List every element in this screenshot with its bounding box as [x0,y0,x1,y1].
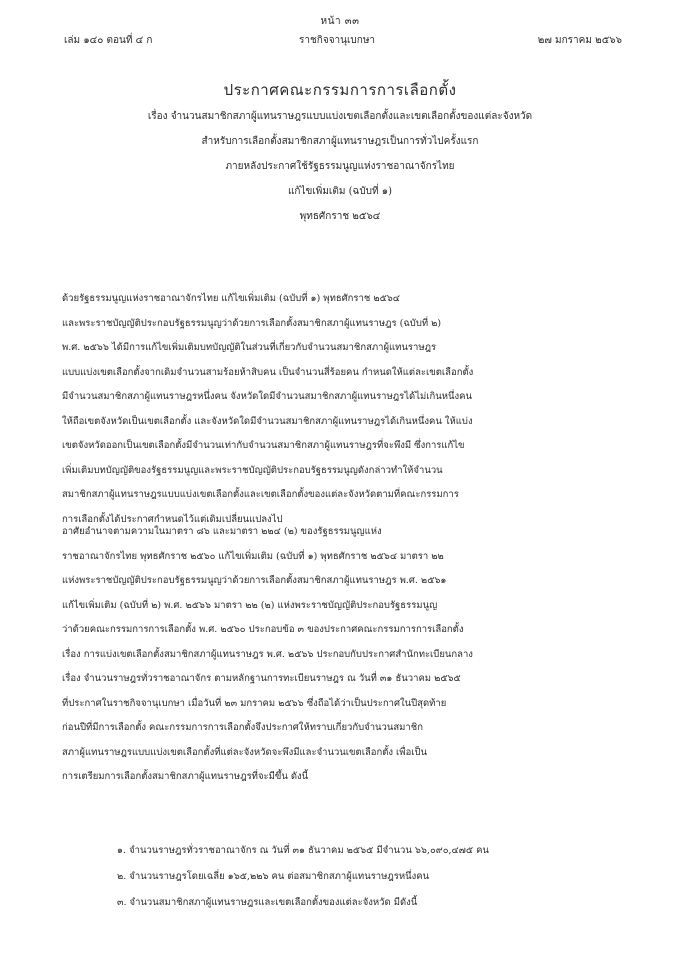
text-line: การเลือกตั้งได้ประกาศกำหนดไว้แต่เดิมเปลี่ยนแปลงไป [62,513,283,525]
subject-line: เรื่อง จำนวนสมาชิกสภาผู้แทนราษฎรแบบแบ่งเขตเลือกตั้งและเขตเลือกตั้งของแต่ละจังหวัด [147,111,533,122]
text-line: แห่งพระราชบัญญัติประกอบรัฐธรรมนูญว่าด้วยการเลือกตั้งสมาชิกสภาผู้แทนราษฎร พ.ศ. ๒๕๖๑ [62,575,447,586]
text-line: การเตรียมการเลือกตั้งสมาชิกสภาผู้แทนราษฎรที่จะมีขึ้น ดังนี้ [62,771,309,782]
text-line: พ.ศ. ๒๕๖๖ ได้มีการแก้ไขเพิ่มเติมบทบัญญัติในส่วนที่เกี่ยวกับจำนวนสมาชิกสภาผู้แทนราษฎร [62,342,437,353]
text-line: ราชอาณาจักรไทย พุทธศักราช ๒๕๖๐ แก้ไขเพิ่มเติม (ฉบับที่ ๑) พุทธศักราช ๒๕๖๔ มาตรา ๒๒ [62,550,444,562]
document-title: ประกาศคณะกรรมการการเลือกตั้ง [223,81,457,99]
subject-line: แก้ไขเพิ่มเติม (ฉบับที่ ๑) [287,186,393,197]
paragraph-preamble [62,287,622,532]
text-line: แก้ไขเพิ่มเติม (ฉบับที่ ๒) พ.ศ. ๒๕๖๖ มาตรา ๒๒ (๒) แห่งพระราชบัญญัติประกอบรัฐธรรมนูญ [62,599,438,611]
text-line: ก่อนปีที่มีการเลือกตั้ง คณะกรรมการการเลือกตั้งจึงประกาศให้ทราบเกี่ยวกับจำนวนสมาชิก [62,722,423,733]
text-line: อาศัยอำนาจตามความในมาตรา ๘๖ และมาตรา ๒๒๔ (๒) ของรัฐธรรมนูญแห่ง [62,526,382,537]
page-number: หน้า ๓๓ [320,16,360,27]
text-line: เขตจังหวัดออกเป็นเขตเลือกตั้งมีจำนวนเท่ากับจำนวนสมาชิกสภาผู้แทนราษฎรที่จะพึงมี ซึ่งการแก้ไข [62,440,465,451]
text-line: สภาผู้แทนราษฎรแบบแบ่งเขตเลือกตั้งที่แต่ละจังหวัดจะพึงมีและจำนวนเขตเลือกตั้ง เพื่อเป็น [62,746,428,758]
list-item: ๒. จำนวนราษฎรโดยเฉลี่ย ๑๖๕,๒๒๖ คน ต่อสมาชิกสภาผู้แทนราษฎรหนึ่งคน [117,871,430,882]
numbered-list [117,838,622,916]
list-item: ๓. จำนวนสมาชิกสภาผู้แทนราษฎรและเขตเลือกตั้งของแต่ละจังหวัด มีดังนี้ [117,897,418,908]
text-line: สมาชิกสภาผู้แทนราษฎรแบบแบ่งเขตเลือกตั้งและเขตเลือกตั้งของแต่ละจังหวัดตามที่คณะกรรมการ [62,489,459,500]
text-line: เรื่อง การแบ่งเขตเลือกตั้งสมาชิกสภาผู้แทนราษฎร พ.ศ. ๒๕๖๖ ประกอบกับประกาศสำนักทะเบียนกลาง [62,648,473,660]
paragraph-authority [62,520,622,790]
text-line: เรื่อง จำนวนราษฎรทั่วราชอาณาจักร ตามหลักฐานการทะเบียนราษฎร ณ วันที่ ๓๑ ธันวาคม ๒๕๖๕ [62,673,461,684]
header-date: ๒๗ มกราคม ๒๕๖๖ [537,35,622,46]
list-item: ๑. จำนวนราษฎรทั่วราชอาณาจักร ณ วันที่ ๓๑ ธันวาคม ๒๕๖๕ มีจำนวน ๖๖,๐๙๐,๔๗๕ คน [117,845,489,856]
document-subject [0,104,680,229]
header-gazette-name: ราชกิจจานุเบกษา [299,35,376,46]
header-volume: เล่ม ๑๔๐ ตอนที่ ๔ ก [64,35,153,46]
text-line: มีจำนวนสมาชิกสภาผู้แทนราษฎรหนึ่งคน จังหวัดใดมีจำนวนสมาชิกสภาผู้แทนราษฎรได้ไม่เกินหนึ่งคน [62,391,472,402]
text-line: ว่าด้วยคณะกรรมการการเลือกตั้ง พ.ศ. ๒๕๖๐ ประกอบข้อ ๓ ของประกาศคณะกรรมการการเลือกตั้ง [62,624,464,635]
text-line: ให้ถือเขตจังหวัดเป็นเขตเลือกตั้ง และจังหวัดใดมีจำนวนสมาชิกสภาผู้แทนราษฎรได้เกินหนึ่งคน ให้แบ่ง [62,415,473,427]
subject-line: ภายหลังประกาศใช้รัฐธรรมนูญแห่งราชอาณาจักรไทย [225,161,455,172]
subject-line: พุทธศักราช ๒๕๖๔ [299,211,381,222]
text-line: ที่ประกาศในราชกิจจานุเบกษา เมื่อวันที่ ๒๓ มกราคม ๒๕๖๖ ซึ่งถือได้ว่าเป็นประกาศในปีสุดท้าย [62,697,447,709]
text-line: และพระราชบัญญัติประกอบรัฐธรรมนูญว่าด้วยการเลือกตั้งสมาชิกสภาผู้แทนราษฎร (ฉบับที่ ๒) [62,317,442,329]
text-line: เพิ่มเติมบทบัญญัติของรัฐธรรมนูญและพระราชบัญญัติประกอบรัฐธรรมนูญดังกล่าวทำให้จำนวน [62,464,443,476]
subject-line: สำหรับการเลือกตั้งสมาชิกสภาผู้แทนราษฎรเป็นการทั่วไปครั้งแรก [201,136,479,147]
text-line: ด้วยรัฐธรรมนูญแห่งราชอาณาจักรไทย แก้ไขเพิ่มเติม (ฉบับที่ ๑) พุทธศักราช ๒๕๖๔ [62,293,400,304]
text-line: แบบแบ่งเขตเลือกตั้งจากเดิมจำนวนสามร้อยห้าสิบคน เป็นจำนวนสี่ร้อยคน กำหนดให้แต่ละเขตเลือกตั้ง [62,366,474,378]
